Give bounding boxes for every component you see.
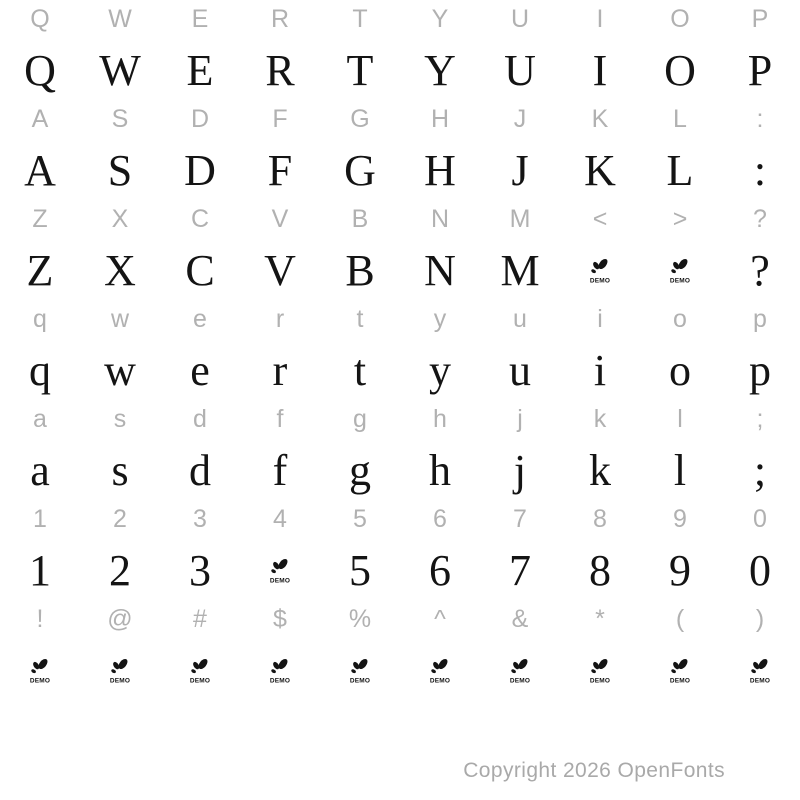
glyph-cell: V (271, 205, 289, 233)
glyph-cell: : (756, 105, 764, 133)
glyph-cell: ^ (434, 605, 446, 633)
glyph-cell: a (30, 446, 50, 495)
glyph-cell: M (500, 246, 540, 295)
glyph-cell: p (749, 346, 771, 395)
glyph-cell: l (673, 446, 687, 495)
demo-glyph-icon (588, 657, 612, 685)
glyph-cell: a (33, 405, 47, 433)
glyph-cell: 2 (113, 505, 127, 533)
glyph-cell: H (430, 105, 450, 133)
glyph-cell: Y (431, 5, 449, 33)
glyph-cell: f (276, 405, 284, 433)
preview-glyph-row (0, 344, 800, 398)
demo-glyph-icon (668, 657, 692, 685)
glyph-cell: B (351, 205, 369, 233)
demo-glyph-icon (428, 657, 452, 685)
glyph-cell: U (510, 5, 530, 33)
glyph-cell: S (111, 105, 129, 133)
demo-glyph-label: DEMO (429, 677, 451, 685)
glyph-cell: k (593, 405, 607, 433)
glyph-cell: 0 (749, 546, 771, 595)
glyph-cell: ( (675, 605, 685, 633)
glyph-cell: 7 (509, 546, 531, 595)
glyph-cell: F (267, 146, 293, 195)
glyph-cell: P (747, 46, 773, 95)
demo-glyph-icon (188, 657, 212, 685)
glyph-cell: d (189, 446, 211, 495)
glyph-cell: i (597, 305, 603, 333)
demo-glyph-icon (348, 657, 372, 685)
glyph-cell: G (350, 105, 370, 133)
demo-glyph-cell (80, 644, 160, 698)
glyph-cell: p (753, 305, 767, 333)
demo-glyph-label: DEMO (269, 577, 291, 585)
glyph-cell: O (664, 46, 696, 95)
glyph-cell: 9 (673, 505, 687, 533)
glyph-cell: R (270, 5, 290, 33)
glyph-cell: I (596, 5, 604, 33)
reference-glyph-row (0, 300, 800, 338)
glyph-cell: T (346, 46, 374, 95)
glyph-cell: R (265, 46, 295, 95)
glyph-cell: l (677, 405, 683, 433)
glyph-cell: * (595, 605, 605, 633)
preview-glyph-row (0, 44, 800, 98)
glyph-cell: ? (753, 205, 767, 233)
demo-glyph-label: DEMO (29, 677, 51, 685)
glyph-cell: 3 (193, 505, 207, 533)
glyph-cell: N (424, 246, 456, 295)
reference-glyph-row (0, 100, 800, 138)
demo-glyph-label: DEMO (749, 677, 771, 685)
glyph-cell: 8 (593, 505, 607, 533)
glyph-cell: 7 (513, 505, 527, 533)
glyph-cell: 6 (433, 505, 447, 533)
glyph-cell: ; (753, 446, 767, 495)
demo-glyph-cell (480, 644, 560, 698)
glyph-cell: h (429, 446, 451, 495)
glyph-cell: o (669, 346, 691, 395)
glyph-cell: X (111, 205, 129, 233)
reference-glyph-row (0, 400, 800, 438)
glyph-cell: j (517, 405, 523, 433)
glyph-cell: r (275, 305, 285, 333)
glyph-cell: K (584, 146, 616, 195)
glyph-cell: Z (32, 205, 48, 233)
glyph-cell: 8 (589, 546, 611, 595)
glyph-cell: Q (30, 5, 50, 33)
glyph-cell: W (99, 46, 141, 95)
glyph-cell: w (104, 346, 136, 395)
glyph-cell: E (186, 46, 214, 95)
glyph-cell: $ (273, 605, 287, 633)
demo-glyph-icon (748, 657, 772, 685)
glyph-cell: r (272, 346, 288, 395)
glyph-cell: 9 (669, 546, 691, 595)
glyph-cell: e (193, 305, 207, 333)
demo-glyph-icon (108, 657, 132, 685)
glyph-cell: s (111, 446, 129, 495)
glyph-cell: u (513, 305, 527, 333)
glyph-cell: f (272, 446, 288, 495)
glyph-cell: u (509, 346, 531, 395)
preview-glyph-row (0, 244, 800, 298)
glyph-cell: j (513, 446, 527, 495)
demo-glyph-cell (320, 644, 400, 698)
glyph-cell: U (504, 46, 536, 95)
glyph-cell: O (670, 5, 690, 33)
glyph-cell: o (673, 305, 687, 333)
demo-glyph-icon (588, 257, 612, 285)
demo-glyph-label: DEMO (109, 677, 131, 685)
glyph-cell: g (353, 405, 367, 433)
demo-glyph-icon (28, 657, 52, 685)
glyph-cell: d (193, 405, 207, 433)
glyph-cell: F (272, 105, 288, 133)
glyph-cell: V (264, 246, 296, 295)
glyph-cell: ! (36, 605, 44, 633)
glyph-cell: Y (424, 46, 456, 95)
demo-glyph-cell (0, 644, 80, 698)
demo-glyph-label: DEMO (189, 677, 211, 685)
demo-glyph-label: DEMO (589, 277, 611, 285)
glyph-cell: 3 (189, 546, 211, 595)
glyph-cell: g (349, 446, 371, 495)
glyph-cell: I (592, 46, 608, 95)
demo-glyph-cell (640, 244, 720, 298)
demo-glyph-cell (400, 644, 480, 698)
reference-glyph-row (0, 200, 800, 238)
glyph-cell: T (352, 5, 368, 33)
glyph-cell: J (513, 105, 527, 133)
demo-glyph-label: DEMO (589, 677, 611, 685)
demo-glyph-label: DEMO (669, 677, 691, 685)
demo-glyph-icon (508, 657, 532, 685)
reference-glyph-row (0, 600, 800, 638)
preview-glyph-row (0, 544, 800, 598)
glyph-cell: E (191, 5, 209, 33)
glyph-cell: M (509, 205, 531, 233)
reference-glyph-row (0, 0, 800, 38)
demo-glyph-icon (668, 257, 692, 285)
glyph-cell: e (190, 346, 210, 395)
glyph-cell: C (190, 205, 210, 233)
glyph-cell: i (593, 346, 607, 395)
demo-glyph-icon (268, 657, 292, 685)
glyph-cell: L (666, 146, 694, 195)
glyph-cell: 0 (753, 505, 767, 533)
glyph-cell: < (592, 205, 608, 233)
preview-glyph-row (0, 644, 800, 698)
glyph-cell: S (107, 146, 133, 195)
glyph-cell: ; (756, 405, 764, 433)
glyph-cell: K (591, 105, 609, 133)
glyph-cell: : (753, 146, 767, 195)
demo-glyph-cell (160, 644, 240, 698)
demo-glyph-cell (640, 644, 720, 698)
glyph-cell: % (348, 605, 372, 633)
demo-glyph-label: DEMO (349, 677, 371, 685)
copyright-text: Copyright 2026 OpenFonts (463, 759, 725, 782)
preview-glyph-row (0, 444, 800, 498)
glyph-cell: 4 (273, 505, 287, 533)
demo-glyph-cell (720, 644, 800, 698)
glyph-cell: @ (107, 605, 133, 633)
demo-glyph-label: DEMO (669, 277, 691, 285)
glyph-cell: & (511, 605, 529, 633)
glyph-cell: C (185, 246, 215, 295)
glyph-cell: 5 (353, 505, 367, 533)
glyph-cell: t (356, 305, 364, 333)
glyph-cell: 2 (109, 546, 131, 595)
glyph-cell: P (751, 5, 769, 33)
glyph-cell: D (184, 146, 216, 195)
glyph-cell: Z (26, 246, 54, 295)
glyph-cell: t (353, 346, 367, 395)
glyph-cell: W (108, 5, 132, 33)
glyph-cell: q (29, 346, 51, 395)
glyph-cell: A (24, 146, 56, 195)
preview-glyph-row (0, 144, 800, 198)
demo-glyph-cell (240, 544, 320, 598)
demo-glyph-cell (240, 644, 320, 698)
glyph-cell: J (511, 146, 529, 195)
demo-glyph-label: DEMO (269, 677, 291, 685)
glyph-cell: L (673, 105, 687, 133)
glyph-cell: q (33, 305, 47, 333)
glyph-cell: ) (755, 605, 765, 633)
glyph-cell: h (433, 405, 447, 433)
glyph-cell: w (110, 305, 130, 333)
glyph-cell: # (193, 605, 207, 633)
glyph-cell: 1 (33, 505, 47, 533)
glyph-cell: k (589, 446, 611, 495)
glyph-cell: > (672, 205, 688, 233)
glyph-cell: y (429, 346, 451, 395)
glyph-cell: Q (24, 46, 56, 95)
demo-glyph-cell (560, 244, 640, 298)
glyph-cell: ? (750, 246, 770, 295)
glyph-cell: y (433, 305, 447, 333)
glyph-cell: X (104, 246, 136, 295)
demo-glyph-cell (560, 644, 640, 698)
glyph-cell: B (345, 246, 375, 295)
glyph-cell: A (31, 105, 49, 133)
reference-glyph-row (0, 500, 800, 538)
glyph-cell: s (113, 405, 127, 433)
glyph-cell: H (424, 146, 456, 195)
demo-glyph-label: DEMO (509, 677, 531, 685)
glyph-cell: N (430, 205, 450, 233)
glyph-cell: 1 (29, 546, 51, 595)
demo-glyph-icon (268, 557, 292, 585)
glyph-cell: 6 (429, 546, 451, 595)
glyph-cell: 5 (349, 546, 371, 595)
glyph-cell: G (344, 146, 376, 195)
glyph-cell: D (190, 105, 210, 133)
